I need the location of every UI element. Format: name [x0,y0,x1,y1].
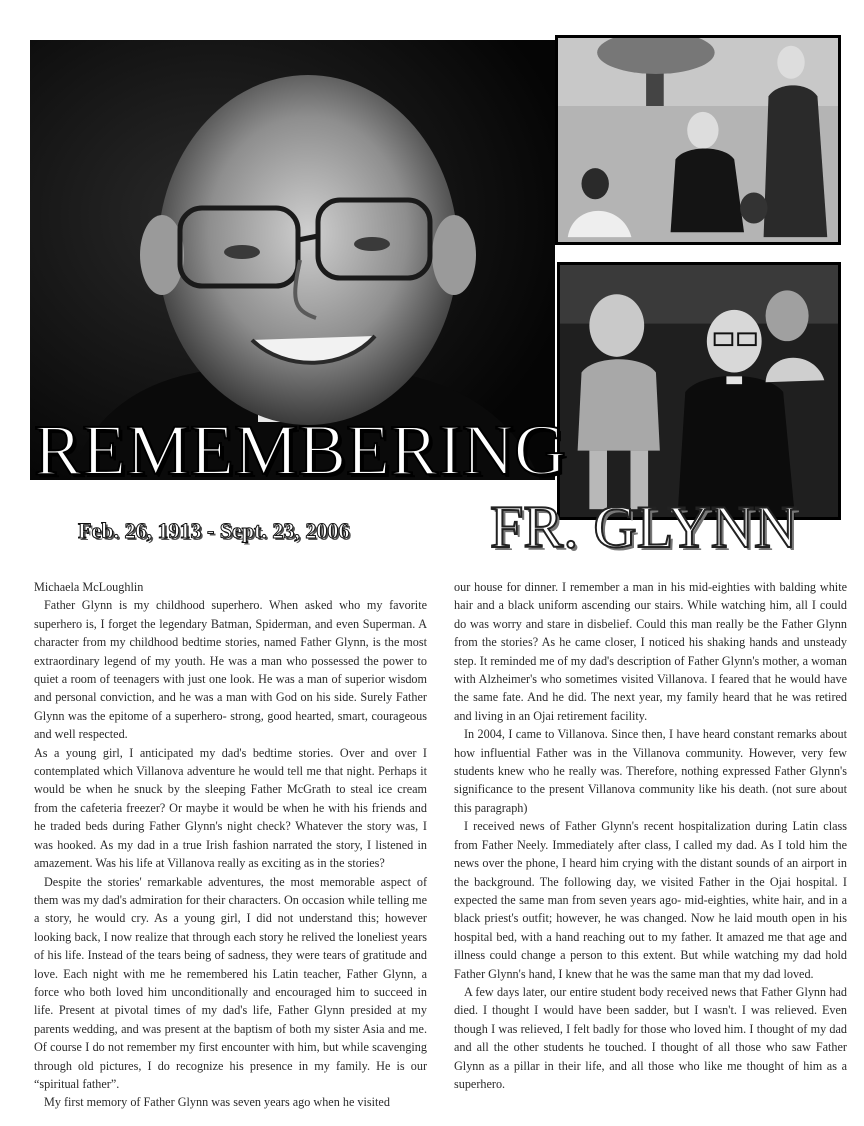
article-column-left [34,578,427,1112]
paragraph: My first memory of Father Glynn was seven years ago when he visited [44,1095,390,1110]
paragraph: our house for dinner. I remember a man in his mid-eighties with balding white hair and a black uniform ascending our stairs. While watching him, all I could do was worry and stare in disbelief. Could this man really be the Father Glynn from the stories? As he came closer, I noticed his shaking hands and unsteady step. It reminded me of my dad's description of Father Glynn's mother, a woman with Alzheimer's who sometimes visited Villanova. I feared that he would have the same fate. And he did. The next year, my family heard that he was retired and living in an Ojai retirement facility. [454,580,847,723]
title-fr-glynn: FR. GLYNN [490,494,798,560]
paragraph: As a young girl, I anticipated my dad's bedtime stories. Over and over I contemplated which Villanova adventure he would tell me that night. Perhaps it would be when he snuck by the sleeping Father McGrath to steal ice cream from the cafeteria freezer? Or maybe it would be when he with his friends and he traded beds during Father Glynn's night check? Whatever the story was, I was hooked. As my dad in a true Irish fashion narrated the story, I listened in amazement. Was his life at Villanova really as exciting as in the stories? [34,745,427,871]
paragraph: I received news of Father Glynn's recent hospitalization during Latin class from Father Neely. Immediately after class, I called my dad. As I told him the news over the phone, I heard him crying with the distant sounds of an airport in the background. The following day, we visited Father in the Ojai hospital. I expected the same man from seven years ago- mid-eighties, white hair, and in a black priest's outfit; however, he was changed. Now he laid mouth open in his hospital bed, with a hand reaching out to my father. It amazed me that age and illness could change a person to this extent. But while watching my dad hold Father Glynn's hand, I knew that he was the same man that my dad loved. [454,819,847,981]
life-dates: Feb. 26, 1913 - Sept. 23, 2006 [78,518,350,543]
group-photo-outdoors [555,35,841,245]
family-photo [557,262,841,520]
paragraph: Father Glynn is my childhood superhero. When asked who my favorite superhero is, I forget the legendary Batman, Spiderman, and even Superman. A character from my childhood bedtime stories, named Father Glynn, is the most extraordinary legend of my youth. He was a man who possessed the power to quiet a room of teenagers with just one look. He was a man of superior wisdom and personal conviction, and he was a man with God on his side. Surely Father Glynn was the epitome of a superhero- strong, good hearted, smart, courageous and well respected. [34,598,427,742]
article-column-right [454,578,847,1093]
paragraph: In 2004, I came to Villanova. Since then, I have heard constant remarks about how influential Father was in the Villanova community. However, very few students knew who he really was. Therefore, nothing expressed Father Glynn's significance to the present Villanova community like his death. (not sure about this paragraph) [454,727,847,815]
byline: Michaela McLoughlin [34,580,144,594]
paragraph: Despite the stories' remarkable adventures, the most memorable aspect of them was my dad's admiration for their characters. On occasion while telling me a story, he would cry. As a young girl, I did not understand this; however looking back, I now realize that through each story he relived the loneliest years of his life. Instead of the tears being of sadness, they were tears of gratitude and love. Each night with me he remembered his Latin teacher, Father Glynn, a force who both loved him unconditionally and encouraged him to succeed in life. Present at pivotal times of my dad's life, Father Glynn presided at my parents wedding, and was present at the baptism of both my sister Asia and me. Of course I do not remember my first encounter with him, but while scavenging through old pictures, I do recognize his presence in my family. He is our “spiritual father”. [34,874,427,1091]
paragraph: A few days later, our entire student body received news that Father Glynn had died. I thought I would have been sadder, but I wasn't. I was relieved. Even though I was relieved, I felt badly for those who loved him. I thought of my dad and all the other students he touched. I thought of all those who saw Father Glynn as a pillar in their life, and all those who like me thought of him as a superhero. [454,984,847,1091]
title-remembering: REMEMBERING [34,410,567,490]
